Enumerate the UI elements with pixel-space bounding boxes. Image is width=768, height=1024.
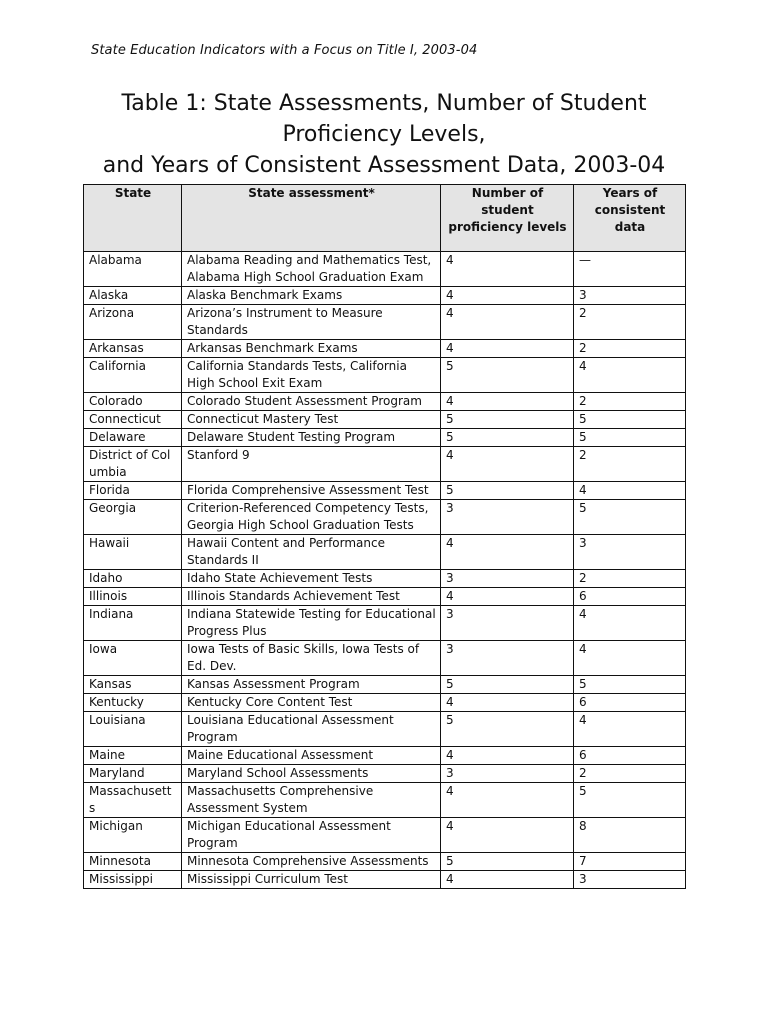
cell-proficiency-levels: 4 <box>441 694 574 712</box>
cell-state-assessment: Connecticut Mastery Test <box>182 411 441 429</box>
cell-years-consistent: 2 <box>574 570 686 588</box>
cell-state: Colorado <box>84 393 182 411</box>
cell-proficiency-levels: 3 <box>441 500 574 535</box>
cell-state: Arkansas <box>84 340 182 358</box>
cell-state-assessment: Arkansas Benchmark Exams <box>182 340 441 358</box>
cell-state: Alabama <box>84 252 182 287</box>
cell-state-assessment: Criterion-Referenced Competency Tests, Georgia High School Graduation Tests <box>182 500 441 535</box>
cell-proficiency-levels: 4 <box>441 818 574 853</box>
table-row <box>84 712 686 747</box>
cell-state: Maryland <box>84 765 182 783</box>
cell-proficiency-levels: 5 <box>441 676 574 694</box>
table-row <box>84 340 686 358</box>
cell-proficiency-levels: 3 <box>441 570 574 588</box>
cell-state: Mississippi <box>84 871 182 889</box>
table-row <box>84 535 686 570</box>
cell-state-assessment: Arizona’s Instrument to Measure Standards <box>182 305 441 340</box>
cell-state: Arizona <box>84 305 182 340</box>
header-state: State <box>84 185 182 252</box>
cell-proficiency-levels: 5 <box>441 712 574 747</box>
cell-state-assessment: Maine Educational Assessment <box>182 747 441 765</box>
cell-state-assessment: Mississippi Curriculum Test <box>182 871 441 889</box>
cell-years-consistent: 2 <box>574 765 686 783</box>
cell-state: Iowa <box>84 641 182 676</box>
table-row <box>84 482 686 500</box>
cell-years-consistent: 4 <box>574 482 686 500</box>
table-row <box>84 447 686 482</box>
table-title-line-3: and Years of Consistent Assessment Data, 2003-04 <box>102 153 666 178</box>
cell-state-assessment: Minnesota Comprehensive Assessments <box>182 853 441 871</box>
cell-years-consistent: 5 <box>574 411 686 429</box>
cell-state: District of Columbia <box>84 447 182 482</box>
cell-state-assessment: Alabama Reading and Mathematics Test, Alabama High School Graduation Exam <box>182 252 441 287</box>
cell-state-assessment: Kentucky Core Content Test <box>182 694 441 712</box>
table-row <box>84 853 686 871</box>
cell-state: Florida <box>84 482 182 500</box>
cell-proficiency-levels: 3 <box>441 606 574 641</box>
table-row <box>84 393 686 411</box>
cell-state-assessment: Idaho State Achievement Tests <box>182 570 441 588</box>
cell-years-consistent: 5 <box>574 500 686 535</box>
table-title-line-1: Table 1: State Assessments, Number of Student <box>121 91 647 116</box>
cell-years-consistent: — <box>574 252 686 287</box>
cell-years-consistent: 6 <box>574 694 686 712</box>
cell-state-assessment: Illinois Standards Achievement Test <box>182 588 441 606</box>
cell-proficiency-levels: 4 <box>441 305 574 340</box>
cell-state: Connecticut <box>84 411 182 429</box>
cell-state: California <box>84 358 182 393</box>
table-row <box>84 871 686 889</box>
cell-years-consistent: 3 <box>574 535 686 570</box>
running-header: State Education Indicators with a Focus on Title I, 2003-04 <box>91 43 478 58</box>
cell-state: Georgia <box>84 500 182 535</box>
table-row <box>84 287 686 305</box>
cell-state: Indiana <box>84 606 182 641</box>
cell-state: Hawaii <box>84 535 182 570</box>
table-row <box>84 411 686 429</box>
cell-state-assessment: Florida Comprehensive Assessment Test <box>182 482 441 500</box>
cell-state: Massachusetts <box>84 783 182 818</box>
cell-years-consistent: 2 <box>574 447 686 482</box>
cell-state: Louisiana <box>84 712 182 747</box>
cell-years-consistent: 6 <box>574 588 686 606</box>
table-row <box>84 783 686 818</box>
cell-state-assessment: Maryland School Assessments <box>182 765 441 783</box>
cell-state: Kentucky <box>84 694 182 712</box>
cell-proficiency-levels: 4 <box>441 393 574 411</box>
table-row <box>84 305 686 340</box>
assessment-table <box>83 184 686 889</box>
cell-years-consistent: 8 <box>574 818 686 853</box>
table-row <box>84 500 686 535</box>
table-row <box>84 606 686 641</box>
cell-years-consistent: 2 <box>574 340 686 358</box>
cell-years-consistent: 4 <box>574 712 686 747</box>
cell-years-consistent: 4 <box>574 606 686 641</box>
cell-proficiency-levels: 4 <box>441 747 574 765</box>
cell-state-assessment: California Standards Tests, California High School Exit Exam <box>182 358 441 393</box>
cell-proficiency-levels: 5 <box>441 482 574 500</box>
cell-state-assessment: Massachusetts Comprehensive Assessment System <box>182 783 441 818</box>
cell-years-consistent: 4 <box>574 358 686 393</box>
table-row <box>84 747 686 765</box>
cell-proficiency-levels: 4 <box>441 783 574 818</box>
cell-state-assessment: Delaware Student Testing Program <box>182 429 441 447</box>
cell-years-consistent: 5 <box>574 676 686 694</box>
cell-proficiency-levels: 3 <box>441 641 574 676</box>
cell-state: Delaware <box>84 429 182 447</box>
cell-years-consistent: 3 <box>574 871 686 889</box>
cell-state: Idaho <box>84 570 182 588</box>
cell-state: Alaska <box>84 287 182 305</box>
cell-proficiency-levels: 5 <box>441 429 574 447</box>
cell-years-consistent: 6 <box>574 747 686 765</box>
table-row <box>84 252 686 287</box>
cell-state: Michigan <box>84 818 182 853</box>
cell-state-assessment: Louisiana Educational Assessment Program <box>182 712 441 747</box>
cell-state-assessment: Iowa Tests of Basic Skills, Iowa Tests of Ed. Dev. <box>182 641 441 676</box>
cell-years-consistent: 2 <box>574 393 686 411</box>
table-header-row <box>84 185 686 252</box>
table-row <box>84 676 686 694</box>
cell-proficiency-levels: 3 <box>441 765 574 783</box>
cell-years-consistent: 4 <box>574 641 686 676</box>
cell-state-assessment: Kansas Assessment Program <box>182 676 441 694</box>
cell-state-assessment: Stanford 9 <box>182 447 441 482</box>
cell-state-assessment: Alaska Benchmark Exams <box>182 287 441 305</box>
cell-state: Kansas <box>84 676 182 694</box>
cell-years-consistent: 7 <box>574 853 686 871</box>
cell-years-consistent: 5 <box>574 429 686 447</box>
cell-state-assessment: Indiana Statewide Testing for Educational Progress Plus <box>182 606 441 641</box>
table-body <box>84 252 686 889</box>
table-row <box>84 570 686 588</box>
cell-proficiency-levels: 4 <box>441 588 574 606</box>
cell-proficiency-levels: 4 <box>441 252 574 287</box>
cell-proficiency-levels: 4 <box>441 447 574 482</box>
table-row <box>84 765 686 783</box>
cell-years-consistent: 2 <box>574 305 686 340</box>
cell-proficiency-levels: 4 <box>441 340 574 358</box>
header-state-assessment: State assessment* <box>182 185 441 252</box>
cell-proficiency-levels: 5 <box>441 358 574 393</box>
table-row <box>84 358 686 393</box>
cell-years-consistent: 5 <box>574 783 686 818</box>
table-row <box>84 641 686 676</box>
cell-proficiency-levels: 4 <box>441 287 574 305</box>
cell-state-assessment: Colorado Student Assessment Program <box>182 393 441 411</box>
cell-state-assessment: Hawaii Content and Performance Standards II <box>182 535 441 570</box>
cell-proficiency-levels: 5 <box>441 411 574 429</box>
cell-state: Maine <box>84 747 182 765</box>
header-proficiency-levels: Number of student proficiency levels <box>441 185 574 252</box>
cell-proficiency-levels: 5 <box>441 853 574 871</box>
cell-state-assessment: Michigan Educational Assessment Program <box>182 818 441 853</box>
header-years-consistent: Years of consistent data <box>574 185 686 252</box>
table-row <box>84 429 686 447</box>
cell-proficiency-levels: 4 <box>441 871 574 889</box>
cell-years-consistent: 3 <box>574 287 686 305</box>
table-title-line-2: Proficiency Levels, <box>282 122 486 147</box>
table-title <box>84 88 684 181</box>
cell-state: Illinois <box>84 588 182 606</box>
table-row <box>84 588 686 606</box>
table-row <box>84 694 686 712</box>
table-row <box>84 818 686 853</box>
cell-state: Minnesota <box>84 853 182 871</box>
cell-proficiency-levels: 4 <box>441 535 574 570</box>
